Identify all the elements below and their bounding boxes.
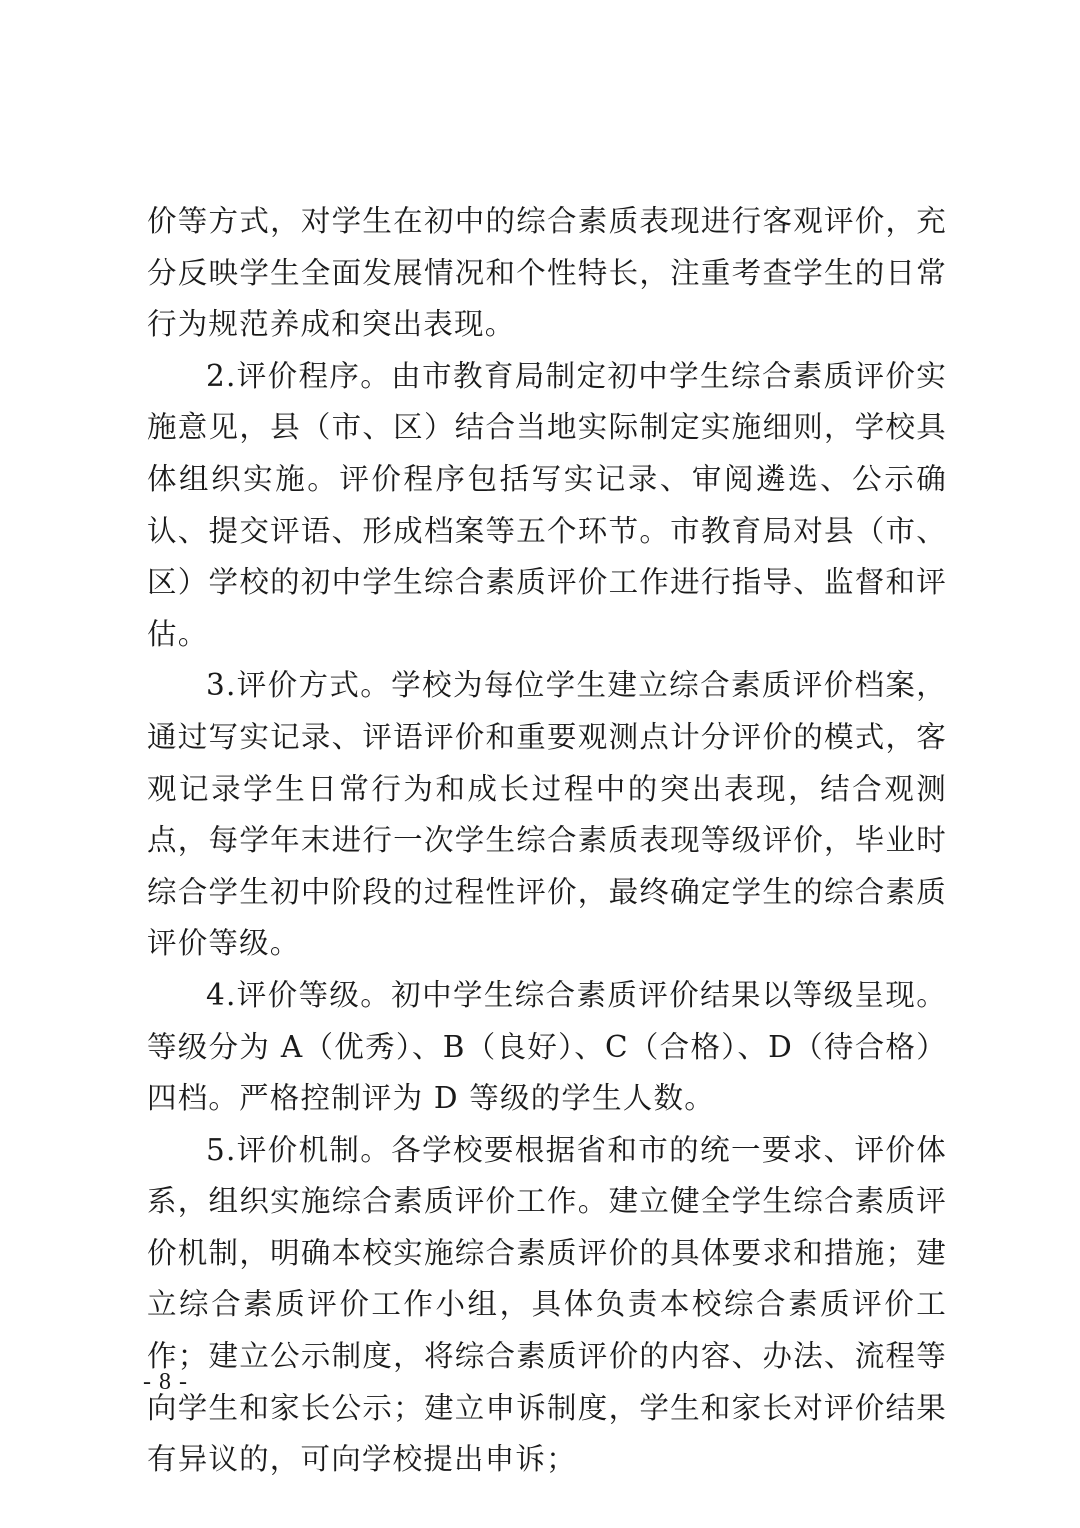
paragraph-evaluation-mechanism: 5.评价机制。各学校要根据省和市的统一要求、评价体系，组织实施综合素质评价工作。建立健全学生综合素质评价机制，明确本校实施综合素质评价的具体要求和措施；建立综合素质评价工作小组，具体负责本校综合素质评价工作；建立公示制度，将综合素质评价的内容、办法、流程等向学生和家长公示；建立申诉制度，学生和家长对评价结果有异议的，可向学校提出申诉； <box>147 1132 947 1477</box>
document-body <box>147 196 947 1486</box>
paragraph-evaluation-method: 3.评价方式。学校为每位学生建立综合素质评价档案，通过写实记录、评语评价和重要观测点计分评价的模式，客观记录学生日常行为和成长过程中的突出表现，结合观测点，每学年末进行一次学生综合素质表现等级评价，毕业时综合学生初中阶段的过程性评价，最终确定学生的综合素质评价等级。 <box>147 668 947 961</box>
paragraph-evaluation-procedure: 2.评价程序。由市教育局制定初中学生综合素质评价实施意见，县（市、区）结合当地实际制定实施细则，学校具体组织实施。评价程序包括写实记录、审阅遴选、公示确认、提交评语、形成档案等五个环节。市教育局对县（市、区）学校的初中学生综合素质评价工作进行指导、监督和评估。 <box>147 358 947 651</box>
paragraph-evaluation-grade: 4.评价等级。初中学生综合素质评价结果以等级呈现。等级分为 A（优秀）、B（良好）、C（合格）、D（待合格）四档。严格控制评为 D 等级的学生人数。 <box>147 977 947 1116</box>
page-number: - 8 - <box>143 1369 188 1395</box>
paragraph-continuation: 价等方式，对学生在初中的综合素质表现进行客观评价，充分反映学生全面发展情况和个性特长，注重考查学生的日常行为规范养成和突出表现。 <box>147 204 947 342</box>
